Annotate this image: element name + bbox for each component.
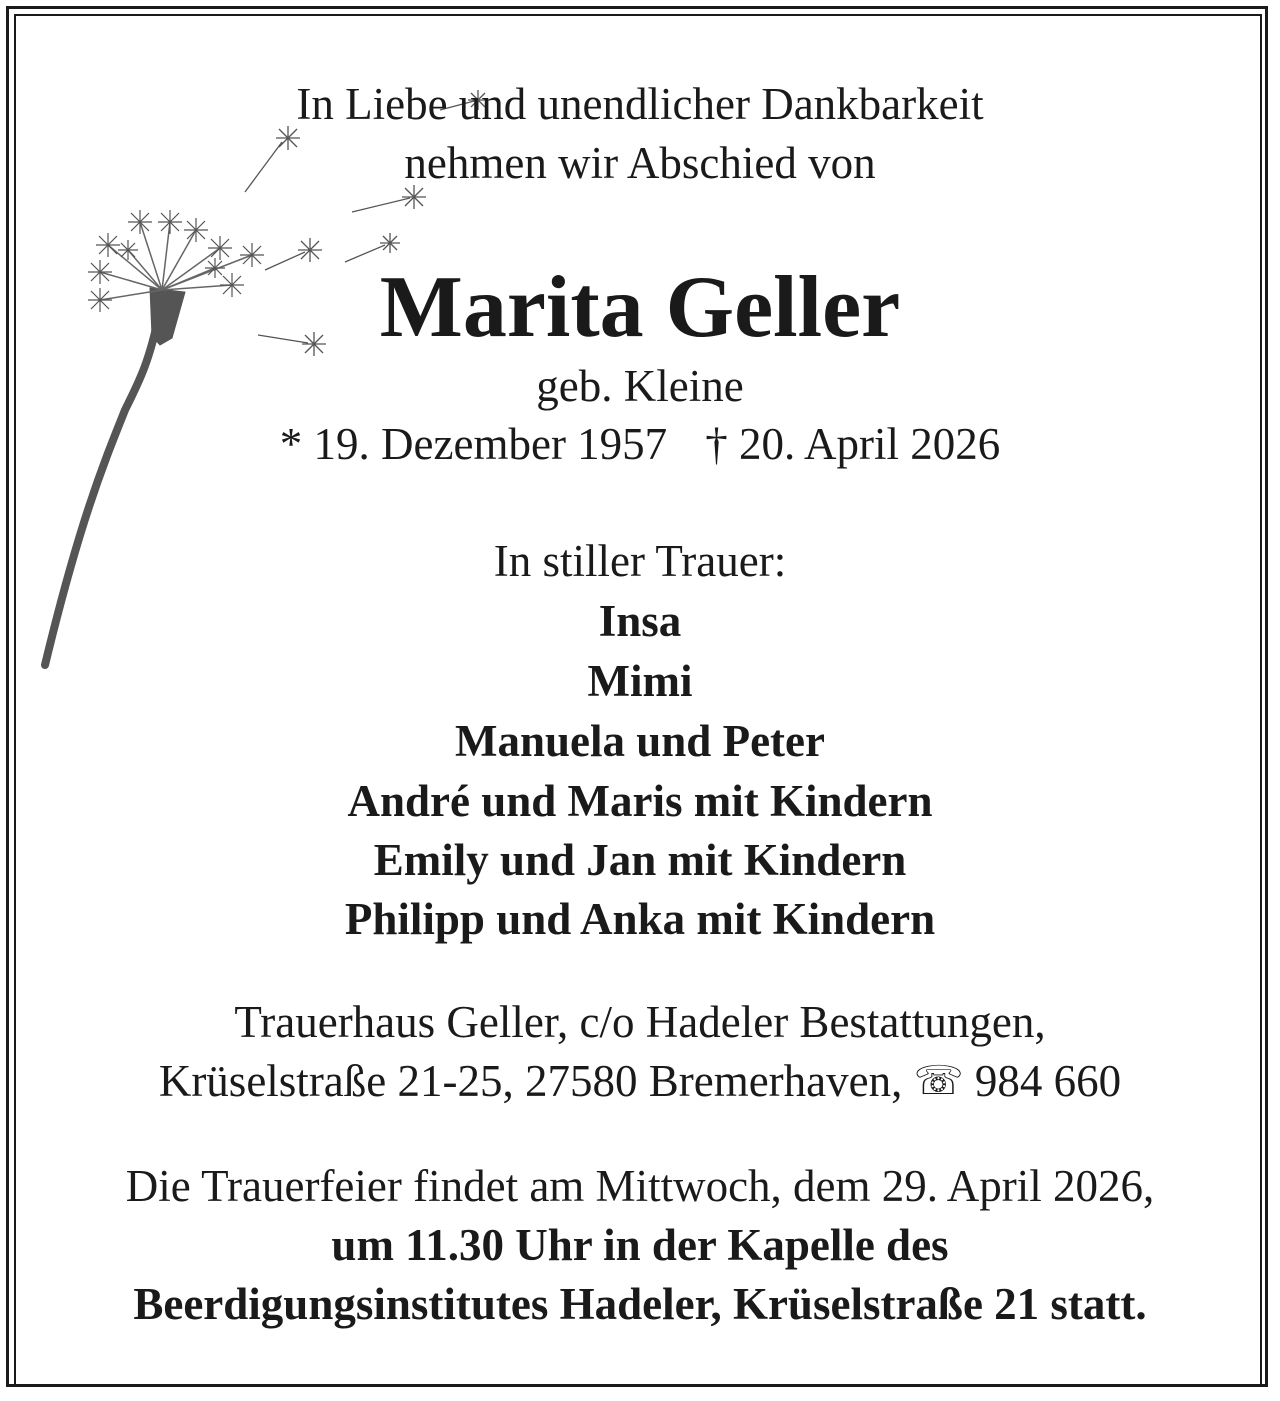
mourner-name: Emily und Jan mit Kindern (373, 835, 907, 885)
telephone-icon: ☏ (913, 1058, 964, 1104)
mourner-name: Philipp und Anka mit Kindern (344, 894, 936, 944)
address-line-2 (0, 1055, 1280, 1107)
mourner-name: André und Maris mit Kindern (347, 776, 933, 826)
death-date: † 20. April 2026 (705, 419, 1001, 469)
ceremony-line-1: Die Trauerfeier findet am Mittwoch, dem 29. April 2026, (125, 1161, 1155, 1211)
ceremony-line-2: um 11.30 Uhr in der Kapelle des (331, 1220, 949, 1270)
address-street: Krüselstraße 21-25, 27580 Bremerhaven, (158, 1056, 903, 1106)
birth-name: geb. Kleine (536, 361, 744, 411)
mourners-heading: In stiller Trauer: (493, 536, 787, 586)
intro-line-2: nehmen wir Abschied von (404, 138, 876, 188)
address-line-1: Trauerhaus Geller, c/o Hadeler Bestattungen, (234, 997, 1046, 1047)
mourner-name: Manuela und Peter (455, 716, 825, 766)
ceremony-line-3: Beerdigungsinstitutes Hadeler, Krüselstraße 21 statt. (133, 1279, 1147, 1329)
mourner-name: Mimi (587, 656, 693, 706)
phone-number: 984 660 (974, 1056, 1122, 1106)
intro-line-1: In Liebe und unendlicher Dankbarkeit (296, 79, 984, 129)
mourner-name: Insa (598, 596, 682, 646)
birth-date: * 19. Dezember 1957 (279, 419, 668, 469)
life-dates (0, 418, 1280, 470)
deceased-name: Marita Geller (379, 259, 901, 356)
